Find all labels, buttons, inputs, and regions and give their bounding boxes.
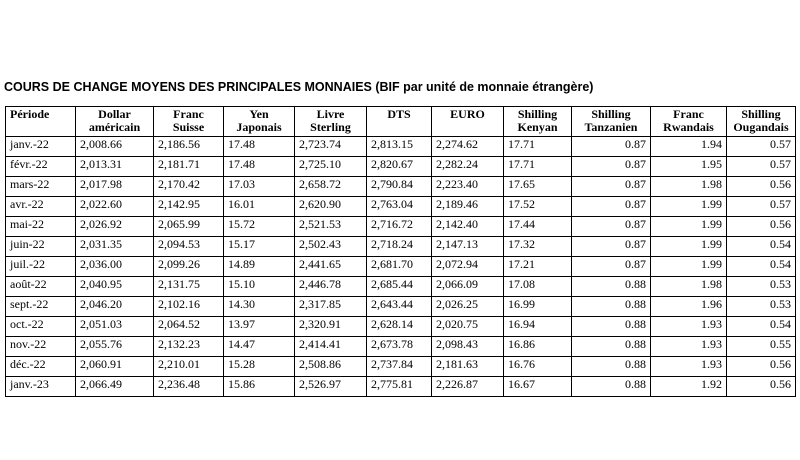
cell-livre-sterling: 2,502.43 (295, 237, 367, 257)
cell-franc-suisse: 2,102.16 (154, 297, 224, 317)
cell-dollar-americain: 2,022.60 (76, 197, 154, 217)
cell-dts: 2,643.44 (367, 297, 432, 317)
cell-franc-rwandais: 1.98 (651, 277, 727, 297)
cell-periode: févr.-22 (6, 157, 76, 177)
cell-franc-suisse: 2,132.23 (154, 337, 224, 357)
cell-franc-suisse: 2,064.52 (154, 317, 224, 337)
cell-livre-sterling: 2,521.53 (295, 217, 367, 237)
cell-shilling-kenyan: 17.71 (504, 137, 572, 157)
cell-franc-rwandais: 1.99 (651, 217, 727, 237)
cell-shilling-tanzanien: 0.87 (572, 197, 651, 217)
cell-euro: 2,098.43 (432, 337, 504, 357)
cell-shilling-ougandais: 0.54 (727, 237, 796, 257)
cell-franc-suisse: 2,099.26 (154, 257, 224, 277)
table-row (6, 297, 796, 317)
cell-franc-rwandais: 1.99 (651, 237, 727, 257)
cell-livre-sterling: 2,414.41 (295, 337, 367, 357)
cell-dollar-americain: 2,040.95 (76, 277, 154, 297)
cell-shilling-kenyan: 17.65 (504, 177, 572, 197)
cell-franc-rwandais: 1.99 (651, 257, 727, 277)
cell-dollar-americain: 2,036.00 (76, 257, 154, 277)
cell-yen-japonais: 15.10 (224, 277, 295, 297)
cell-dts: 2,775.81 (367, 377, 432, 397)
cell-euro: 2,181.63 (432, 357, 504, 377)
cell-periode: déc.-22 (6, 357, 76, 377)
cell-shilling-kenyan: 16.76 (504, 357, 572, 377)
table-row (6, 257, 796, 277)
cell-franc-suisse: 2,142.95 (154, 197, 224, 217)
cell-livre-sterling: 2,446.78 (295, 277, 367, 297)
cell-livre-sterling: 2,725.10 (295, 157, 367, 177)
cell-shilling-tanzanien: 0.87 (572, 237, 651, 257)
cell-dts: 2,628.14 (367, 317, 432, 337)
table-row (6, 237, 796, 257)
cell-franc-suisse: 2,236.48 (154, 377, 224, 397)
table-row (6, 357, 796, 377)
cell-shilling-tanzanien: 0.88 (572, 317, 651, 337)
cell-shilling-ougandais: 0.53 (727, 297, 796, 317)
cell-euro: 2,142.40 (432, 217, 504, 237)
cell-dts: 2,737.84 (367, 357, 432, 377)
cell-yen-japonais: 14.47 (224, 337, 295, 357)
cell-periode: avr.-22 (6, 197, 76, 217)
cell-shilling-tanzanien: 0.88 (572, 277, 651, 297)
cell-periode: mars-22 (6, 177, 76, 197)
cell-livre-sterling: 2,320.91 (295, 317, 367, 337)
cell-euro: 2,282.24 (432, 157, 504, 177)
cell-dollar-americain: 2,046.20 (76, 297, 154, 317)
header-shilling-kenyan: Shilling Kenyan (504, 107, 572, 137)
cell-shilling-kenyan: 17.71 (504, 157, 572, 177)
cell-franc-suisse: 2,170.42 (154, 177, 224, 197)
cell-dts: 2,790.84 (367, 177, 432, 197)
cell-shilling-tanzanien: 0.87 (572, 257, 651, 277)
header-franc-suisse: Franc Suisse (154, 107, 224, 137)
cell-dts: 2,681.70 (367, 257, 432, 277)
table-row (6, 277, 796, 297)
cell-periode: juin-22 (6, 237, 76, 257)
cell-livre-sterling: 2,526.97 (295, 377, 367, 397)
cell-dollar-americain: 2,013.31 (76, 157, 154, 177)
table-row (6, 217, 796, 237)
cell-shilling-kenyan: 16.86 (504, 337, 572, 357)
cell-franc-rwandais: 1.92 (651, 377, 727, 397)
cell-franc-rwandais: 1.93 (651, 317, 727, 337)
cell-livre-sterling: 2,441.65 (295, 257, 367, 277)
cell-dts: 2,716.72 (367, 217, 432, 237)
header-livre-sterling: Livre Sterling (295, 107, 367, 137)
cell-livre-sterling: 2,317.85 (295, 297, 367, 317)
cell-shilling-ougandais: 0.54 (727, 257, 796, 277)
cell-periode: oct.-22 (6, 317, 76, 337)
cell-dollar-americain: 2,026.92 (76, 217, 154, 237)
cell-shilling-ougandais: 0.57 (727, 137, 796, 157)
cell-dollar-americain: 2,008.66 (76, 137, 154, 157)
cell-shilling-tanzanien: 0.87 (572, 177, 651, 197)
cell-shilling-tanzanien: 0.88 (572, 297, 651, 317)
cell-livre-sterling: 2,508.86 (295, 357, 367, 377)
cell-shilling-ougandais: 0.56 (727, 357, 796, 377)
header-row (6, 107, 796, 137)
cell-shilling-kenyan: 16.67 (504, 377, 572, 397)
cell-shilling-kenyan: 17.32 (504, 237, 572, 257)
cell-livre-sterling: 2,723.74 (295, 137, 367, 157)
cell-franc-suisse: 2,065.99 (154, 217, 224, 237)
header-shilling-ougandais: Shilling Ougandais (727, 107, 796, 137)
cell-franc-rwandais: 1.96 (651, 297, 727, 317)
cell-shilling-tanzanien: 0.87 (572, 137, 651, 157)
cell-shilling-ougandais: 0.57 (727, 157, 796, 177)
cell-franc-suisse: 2,181.71 (154, 157, 224, 177)
cell-yen-japonais: 15.17 (224, 237, 295, 257)
cell-periode: janv.-23 (6, 377, 76, 397)
cell-dollar-americain: 2,017.98 (76, 177, 154, 197)
cell-shilling-tanzanien: 0.88 (572, 337, 651, 357)
cell-dollar-americain: 2,060.91 (76, 357, 154, 377)
cell-shilling-kenyan: 17.21 (504, 257, 572, 277)
cell-franc-suisse: 2,094.53 (154, 237, 224, 257)
cell-euro: 2,066.09 (432, 277, 504, 297)
cell-yen-japonais: 15.72 (224, 217, 295, 237)
cell-yen-japonais: 15.86 (224, 377, 295, 397)
cell-dollar-americain: 2,066.49 (76, 377, 154, 397)
cell-franc-suisse: 2,210.01 (154, 357, 224, 377)
cell-shilling-ougandais: 0.56 (727, 217, 796, 237)
cell-shilling-tanzanien: 0.88 (572, 357, 651, 377)
cell-yen-japonais: 17.03 (224, 177, 295, 197)
cell-franc-suisse: 2,186.56 (154, 137, 224, 157)
cell-euro: 2,020.75 (432, 317, 504, 337)
cell-franc-rwandais: 1.95 (651, 157, 727, 177)
table-row (6, 177, 796, 197)
cell-dts: 2,813.15 (367, 137, 432, 157)
cell-franc-rwandais: 1.93 (651, 357, 727, 377)
cell-yen-japonais: 17.48 (224, 137, 295, 157)
table-row (6, 337, 796, 357)
cell-livre-sterling: 2,620.90 (295, 197, 367, 217)
cell-dts: 2,820.67 (367, 157, 432, 177)
exchange-rates-table (5, 106, 796, 397)
cell-shilling-kenyan: 17.08 (504, 277, 572, 297)
cell-dollar-americain: 2,051.03 (76, 317, 154, 337)
cell-franc-suisse: 2,131.75 (154, 277, 224, 297)
cell-franc-rwandais: 1.93 (651, 337, 727, 357)
cell-shilling-ougandais: 0.56 (727, 377, 796, 397)
cell-dollar-americain: 2,055.76 (76, 337, 154, 357)
cell-periode: janv.-22 (6, 137, 76, 157)
cell-shilling-tanzanien: 0.87 (572, 217, 651, 237)
cell-shilling-kenyan: 17.52 (504, 197, 572, 217)
header-shilling-tanzanien: Shilling Tanzanien (572, 107, 651, 137)
cell-yen-japonais: 16.01 (224, 197, 295, 217)
cell-franc-rwandais: 1.98 (651, 177, 727, 197)
cell-shilling-tanzanien: 0.87 (572, 157, 651, 177)
cell-yen-japonais: 14.89 (224, 257, 295, 277)
cell-yen-japonais: 14.30 (224, 297, 295, 317)
cell-dts: 2,718.24 (367, 237, 432, 257)
cell-franc-rwandais: 1.94 (651, 137, 727, 157)
cell-yen-japonais: 13.97 (224, 317, 295, 337)
cell-shilling-ougandais: 0.54 (727, 317, 796, 337)
cell-yen-japonais: 17.48 (224, 157, 295, 177)
cell-euro: 2,274.62 (432, 137, 504, 157)
header-periode: Période (6, 107, 76, 137)
table-row (6, 137, 796, 157)
table-row (6, 377, 796, 397)
cell-periode: juil.-22 (6, 257, 76, 277)
cell-franc-rwandais: 1.99 (651, 197, 727, 217)
table-row (6, 317, 796, 337)
cell-shilling-ougandais: 0.56 (727, 177, 796, 197)
table-title: COURS DE CHANGE MOYENS DES PRINCIPALES MONNAIES (BIF par unité de monnaie étrangère) (4, 80, 594, 94)
header-dts: DTS (367, 107, 432, 137)
cell-periode: nov.-22 (6, 337, 76, 357)
table-row (6, 197, 796, 217)
table-body (6, 137, 796, 397)
cell-euro: 2,223.40 (432, 177, 504, 197)
cell-dts: 2,763.04 (367, 197, 432, 217)
header-euro: EURO (432, 107, 504, 137)
cell-periode: août-22 (6, 277, 76, 297)
cell-euro: 2,026.25 (432, 297, 504, 317)
cell-shilling-kenyan: 16.94 (504, 317, 572, 337)
cell-dts: 2,673.78 (367, 337, 432, 357)
cell-dts: 2,685.44 (367, 277, 432, 297)
cell-dollar-americain: 2,031.35 (76, 237, 154, 257)
cell-yen-japonais: 15.28 (224, 357, 295, 377)
header-dollar-americain: Dollar américain (76, 107, 154, 137)
table-row (6, 157, 796, 177)
cell-euro: 2,189.46 (432, 197, 504, 217)
cell-shilling-ougandais: 0.55 (727, 337, 796, 357)
cell-periode: mai-22 (6, 217, 76, 237)
cell-euro: 2,226.87 (432, 377, 504, 397)
cell-livre-sterling: 2,658.72 (295, 177, 367, 197)
cell-periode: sept.-22 (6, 297, 76, 317)
header-franc-rwandais: Franc Rwandais (651, 107, 727, 137)
cell-shilling-kenyan: 16.99 (504, 297, 572, 317)
header-yen-japonais: Yen Japonais (224, 107, 295, 137)
cell-shilling-ougandais: 0.53 (727, 277, 796, 297)
cell-shilling-tanzanien: 0.88 (572, 377, 651, 397)
cell-euro: 2,147.13 (432, 237, 504, 257)
cell-euro: 2,072.94 (432, 257, 504, 277)
cell-shilling-kenyan: 17.44 (504, 217, 572, 237)
cell-shilling-ougandais: 0.57 (727, 197, 796, 217)
